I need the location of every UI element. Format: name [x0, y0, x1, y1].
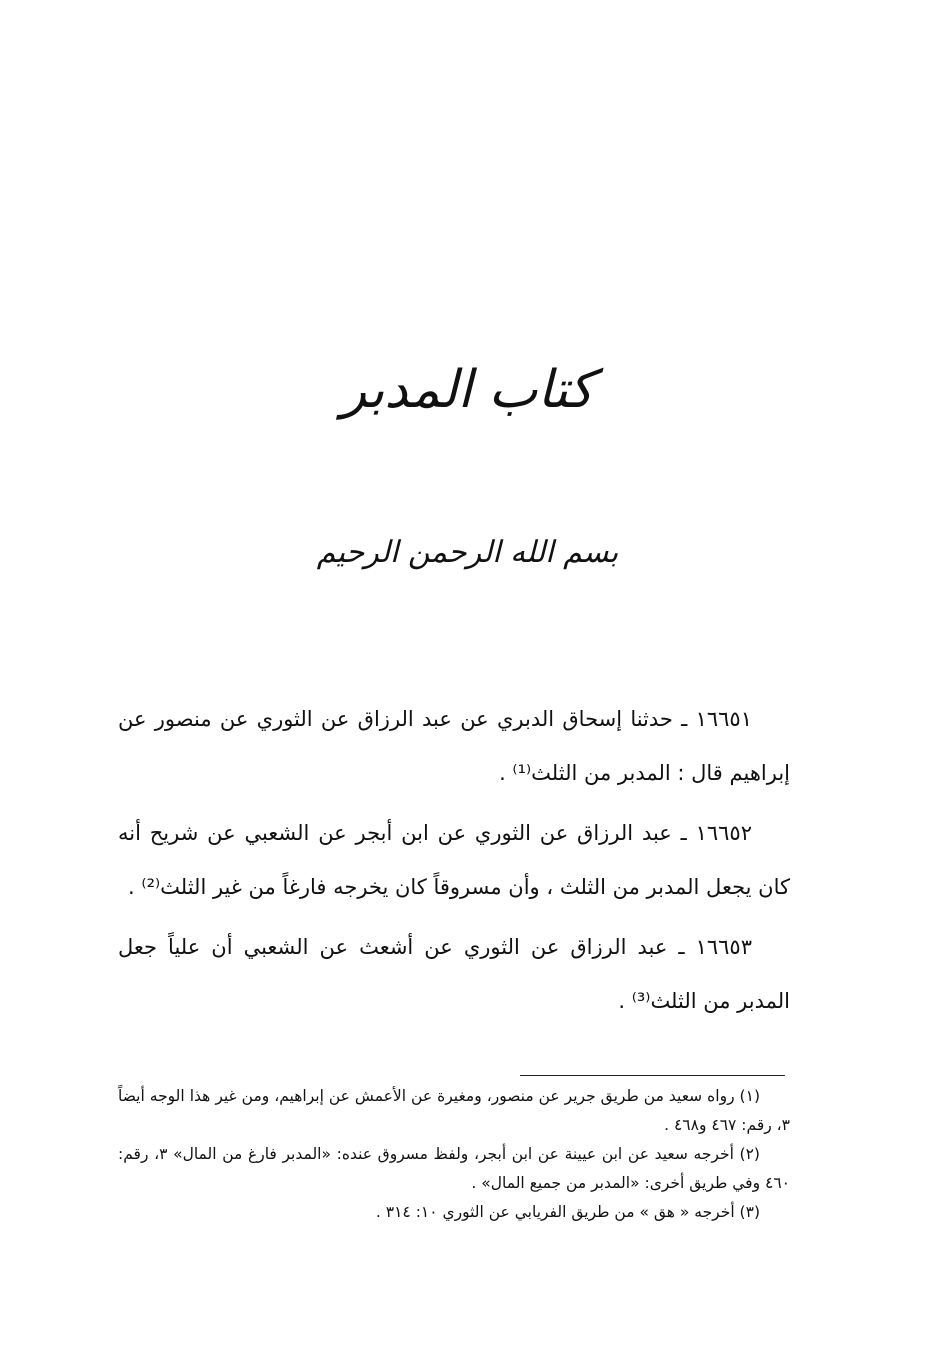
footnote-3: (٣) أخرجه « هق » من طريق الفريابي عن الثوري ١٠: ٣١٤ .	[375, 1203, 760, 1221]
hadith-16653: ١٦٦٥٣ ـ عبد الرزاق عن الثوري عن أشعث عن الشعبي أن علياً جعل المدبر من الثلث⁽³⁾ .	[118, 935, 790, 1013]
footnotes	[118, 1082, 790, 1227]
book-title: كتاب المدبر	[341, 360, 594, 420]
hadith-16651: ١٦٦٥١ ـ حدثنا إسحاق الدبري عن عبد الرزاق عن الثوري عن منصور عن إبراهيم قال : المدبر من الثلث⁽¹⁾ .	[118, 707, 790, 785]
footnote-divider	[520, 1075, 785, 1076]
hadith-list	[118, 692, 790, 1034]
hadith-16652: ١٦٦٥٢ ـ عبد الرزاق عن الثوري عن ابن أبجر عن الشعبي عن شريح أنه كان يجعل المدبر من الثلث ، وأن مسروقاً كان يخرجه فارغاً من غير الثلث⁽²⁾ .	[118, 821, 790, 899]
basmala: بسم الله الرحمن الرحيم	[316, 535, 619, 570]
footnote-2: (٢) أخرجه سعيد عن ابن عيينة عن ابن أبجر، ولفظ مسروق عنده: «المدبر فارغ من المال» ٣، رقم: ٤٦٠ وفي طريق أخرى: «المدبر من جميع المال» .	[118, 1145, 790, 1192]
footnote-1: (١) رواه سعيد من طريق جرير عن منصور، ومغيرة عن الأعمش عن إبراهيم، ومن غير هذا الوجه أيضاً ٣، رقم: ٤٦٧ و٤٦٨ .	[118, 1087, 790, 1134]
